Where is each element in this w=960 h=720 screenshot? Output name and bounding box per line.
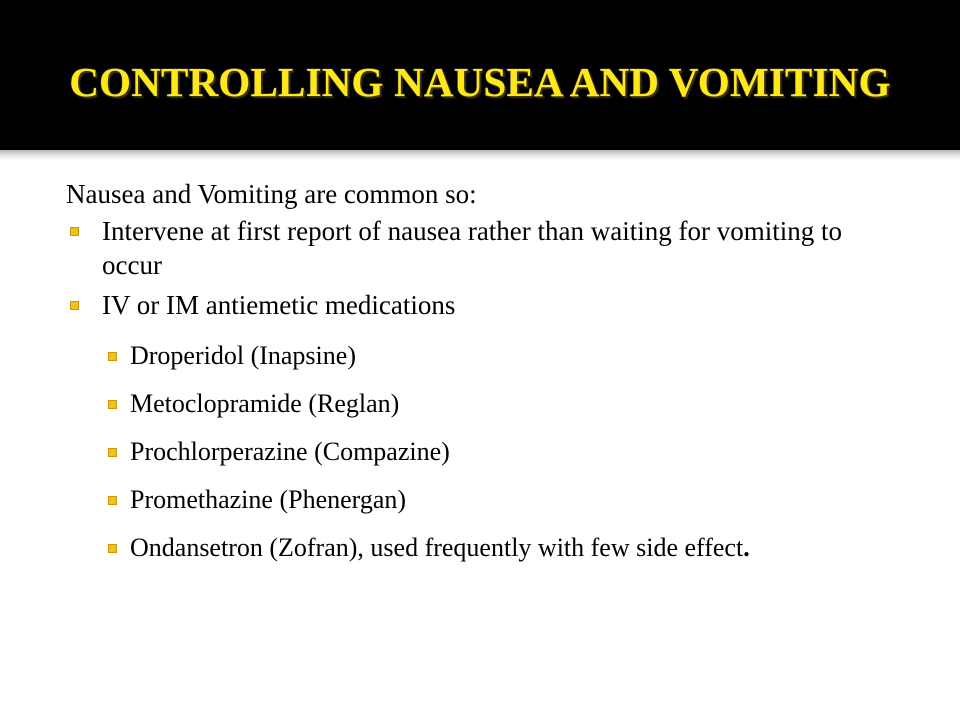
bullet-text: IV or IM antiemetic medications xyxy=(102,290,456,320)
square-bullet-icon xyxy=(108,448,117,457)
square-bullet-icon xyxy=(108,400,117,409)
slide-content xyxy=(66,176,896,578)
square-bullet-icon xyxy=(70,301,79,310)
medication-text: Droperidol (Inapsine) xyxy=(130,341,356,370)
medication-item xyxy=(66,530,896,566)
intro-text: Nausea and Vomiting are common so: xyxy=(66,179,477,209)
bullet-text: Intervene at first report of nausea rather than waiting for vomiting to occur xyxy=(102,216,842,280)
medication-item xyxy=(66,434,896,470)
medication-final-period: . xyxy=(743,533,750,562)
square-bullet-icon xyxy=(108,496,117,505)
bullet-item xyxy=(66,214,896,282)
medication-text: Ondansetron (Zofran), used frequently with few side effect xyxy=(130,533,744,562)
medication-item xyxy=(66,482,896,518)
slide-title: CONTROLLING NAUSEA AND VOMITING xyxy=(69,59,891,105)
title-bar xyxy=(0,0,960,150)
square-bullet-icon xyxy=(108,352,117,361)
square-bullet-icon xyxy=(70,227,79,236)
medication-text: Prochlorperazine (Compazine) xyxy=(130,437,450,466)
title-divider xyxy=(0,150,960,160)
bullet-item xyxy=(66,288,896,322)
medication-item xyxy=(66,386,896,422)
medication-item xyxy=(66,338,896,374)
square-bullet-icon xyxy=(108,544,117,553)
medication-text: Metoclopramide (Reglan) xyxy=(130,389,400,418)
medication-text: Promethazine (Phenergan) xyxy=(130,485,407,514)
